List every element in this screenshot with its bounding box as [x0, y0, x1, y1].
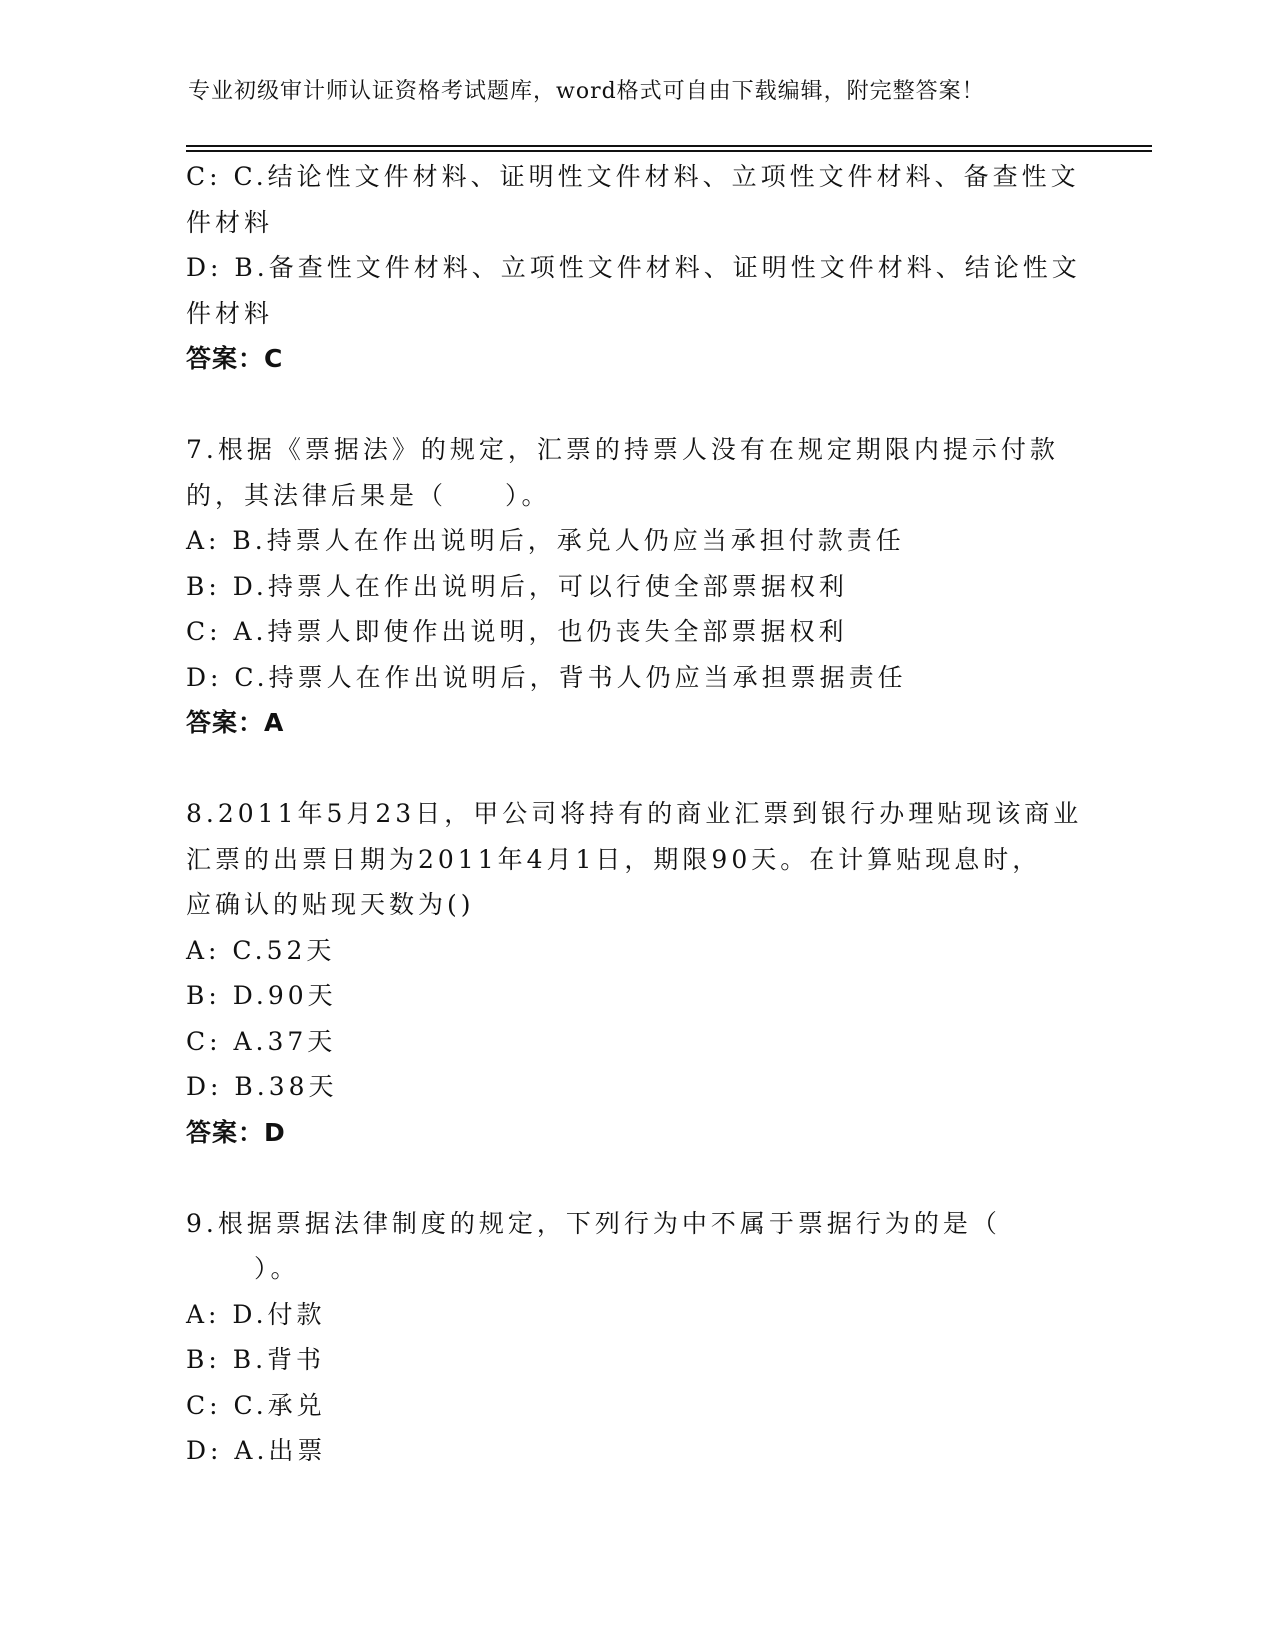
q7-answer: 答案：A: [186, 708, 285, 737]
q9-option-b: B: B.背书: [186, 1345, 326, 1374]
q7-option-c: C: A.持票人即使作出说明，也仍丧失全部票据权利: [186, 617, 848, 646]
q9-stem-line2: ）。: [254, 1254, 300, 1283]
q6-option-c-line2: 件材料: [186, 207, 274, 237]
q7-option-b: B: D.持票人在作出说明后，可以行使全部票据权利: [186, 571, 848, 601]
question-6-tail: [186, 154, 1086, 382]
q6-answer: 答案：C: [186, 344, 284, 373]
q8-option-b: B: D.90天: [186, 981, 337, 1010]
q6-option-c-line1: C: C.结论性文件材料、证明性文件材料、立项性文件材料、备查性文: [186, 162, 1080, 191]
spacer: [186, 382, 1086, 428]
q9-stem-line1: 9.根据票据法律制度的规定，下列行为中不属于票据行为的是（: [186, 1208, 1001, 1238]
q9-option-d: D: A.出票: [186, 1436, 327, 1465]
q8-stem-line1: 8.2011年5月23日，甲公司将持有的商业汇票到银行办理贴现该商业: [186, 799, 1083, 828]
q6-option-d-line1: D: B.备查性文件材料、立项性文件材料、证明性文件材料、结论性文: [186, 253, 1081, 282]
q7-option-d: D: C.持票人在作出说明后，背书人仍应当承担票据责任: [186, 662, 907, 692]
question-9: [186, 1201, 1086, 1474]
q8-option-d: D: B.38天: [186, 1072, 338, 1101]
q9-option-c: C: C.承兑: [186, 1390, 326, 1420]
q8-stem-line2: 汇票的出票日期为2011年4月1日，期限90天。在计算贴现息时，: [186, 844, 1042, 874]
spacer: [186, 746, 1086, 792]
q7-stem-line2: 的，其法律后果是（ ）。: [186, 480, 551, 510]
header-rule-bottom: [186, 150, 1152, 152]
q8-option-c: C: A.37天: [186, 1026, 337, 1056]
q7-option-a: A: B.持票人在作出说明后，承兑人仍应当承担付款责任: [186, 526, 905, 555]
header-rule-top: [186, 145, 1152, 147]
question-7: [186, 427, 1086, 746]
q8-answer: 答案：D: [186, 1117, 286, 1147]
page-header-text: 专业初级审计师认证资格考试题库，word格式可自由下载编辑，附完整答案！: [188, 79, 985, 104]
q8-stem-line3: 应确认的贴现天数为(): [186, 890, 475, 919]
q7-stem-line1: 7.根据《票据法》的规定，汇票的持票人没有在规定期限内提示付款: [186, 435, 1059, 464]
q6-option-d-line2: 件材料: [186, 298, 274, 328]
q9-option-a: A: D.付款: [186, 1299, 326, 1329]
question-8: [186, 791, 1086, 1155]
q8-option-a: A: C.52天: [186, 935, 336, 965]
document-body: [186, 154, 1086, 1474]
spacer: [186, 1155, 1086, 1201]
